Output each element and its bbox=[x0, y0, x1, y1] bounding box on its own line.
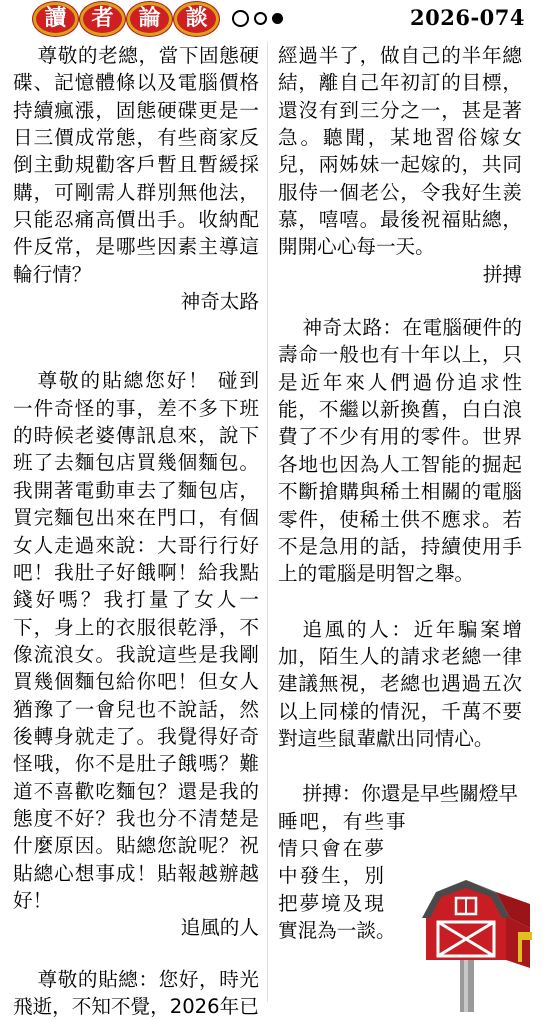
dot-medium bbox=[254, 12, 267, 25]
reply-paragraph: 拼搏：你還是早些關燈早 睡吧，有些事 情只會在夢 中發生，別 把夢境及現 實混為一談。 bbox=[278, 780, 522, 944]
reply-name: 追風的人 bbox=[302, 617, 392, 641]
dot-small bbox=[272, 13, 283, 24]
title-badge: 讀 bbox=[33, 2, 78, 36]
column-title bbox=[33, 2, 219, 36]
left-column bbox=[13, 42, 259, 1020]
reply-line: 中發生，別 bbox=[278, 864, 386, 888]
letter-body: 經過半了，做自己的半年總結，離自己年初訂的目標，還沒有到三分之一，甚是著急。聽聞，某地習俗嫁女兒，兩姊妹一起嫁的，共同服侍一個老公，令我好生羨慕，嘻嘻。最後祝福貼總，開開心心每一天。 bbox=[278, 44, 522, 259]
reply-name: 拼搏 bbox=[302, 782, 342, 806]
column-divider bbox=[267, 42, 268, 1002]
reply-text: 近年騙案增加，陌生人的請求老總一律建議無視，老總也遇過五次以上同樣的情況，千萬不要對這些鼠輩獻出同情心。 bbox=[278, 617, 523, 750]
letter-body: 尊敬的老總，當下固態硬碟、記憶體條以及電腦價格持續瘋漲，固態硬碟更是一日三價成常態，有些商家反倒主動規勸客戶暫且暫緩採購，可剛需人群別無他法，只能忍痛高價出手。收納配件反常，是哪些因素主導這輪行情？ bbox=[13, 44, 259, 286]
page-header bbox=[0, 0, 545, 40]
reply-line: 實混為一談。 bbox=[278, 918, 396, 942]
letter-signature: 神奇太路 bbox=[180, 290, 259, 314]
title-badge: 論 bbox=[127, 2, 172, 36]
reply-paragraph: 追風的人：近年騙案增加，陌生人的請求老總一律建議無視，老總也遇過五次以上同樣的情況，千萬不要對這些鼠輩獻出同情心。 bbox=[278, 617, 523, 750]
reply-line: 睡吧，有些事 bbox=[278, 809, 408, 833]
reply-text: 在電腦硬件的壽命一般也有十年以上，只是近年來人們過份追求性能，不繼以新換舊，白白浪費了不少有用的零件。世界各地也因為人工智能的掘起不斷搶購與稀土相關的電腦零件，使稀土供不應求。若不是急用的話，持續使用手上的電腦是明智之舉。 bbox=[278, 316, 523, 586]
right-column bbox=[278, 42, 522, 944]
title-badge: 談 bbox=[174, 2, 219, 36]
three-dots-icon bbox=[232, 10, 283, 27]
letter-signature: 追風的人 bbox=[180, 916, 259, 940]
reply-line: 把夢境及現 bbox=[278, 891, 386, 915]
letter-signature: 拼搏 bbox=[482, 262, 522, 286]
mailbox-icon bbox=[408, 876, 533, 1012]
letter-body: 尊敬的貼總您好！ 碰到一件奇怪的事，差不多下班的時候老婆傳訊息來，說下班了去麵包店買幾個麵包。我開著電動車去了麵包店，買完麵包出來在門口，有個女人走過來說：大哥行行好吧！我肚子好餓啊！給我點錢好嗎？我打量了女人一下，身上的衣服很乾淨，不像流浪女。我說這些是我剛買幾個麵包給你吧！但女人猶豫了一會兒也不說話，然後轉身就走了。我覺得好奇怪哦，你不是肚子餓嗎？難道不喜歡吃麵包？還是我的態度不好？我也分不清楚是什麼原因。貼總您說呢？祝貼總心想事成！貼報越辦越好！ bbox=[13, 369, 259, 912]
title-badge: 者 bbox=[80, 2, 125, 36]
letter-body: 尊敬的貼總：您好，時光飛逝，不知不覺，2026年已 bbox=[13, 967, 259, 1018]
dot-large bbox=[232, 10, 249, 27]
reply-line: 你還是早些關燈早 bbox=[361, 782, 519, 806]
reply-line: 情只會在夢 bbox=[278, 836, 386, 860]
reply-name: 神奇太路 bbox=[302, 316, 383, 340]
issue-number: 2026-074 bbox=[410, 5, 525, 30]
reply-paragraph: 神奇太路：在電腦硬件的壽命一般也有十年以上，只是近年來人們過份追求性能，不繼以新換舊，白白浪費了不少有用的零件。世界各地也因為人工智能的掘起不斷搶購與稀土相關的電腦零件，使稀土供不應求。若不是急用的話，持續使用手上的電腦是明智之舉。 bbox=[278, 316, 523, 586]
